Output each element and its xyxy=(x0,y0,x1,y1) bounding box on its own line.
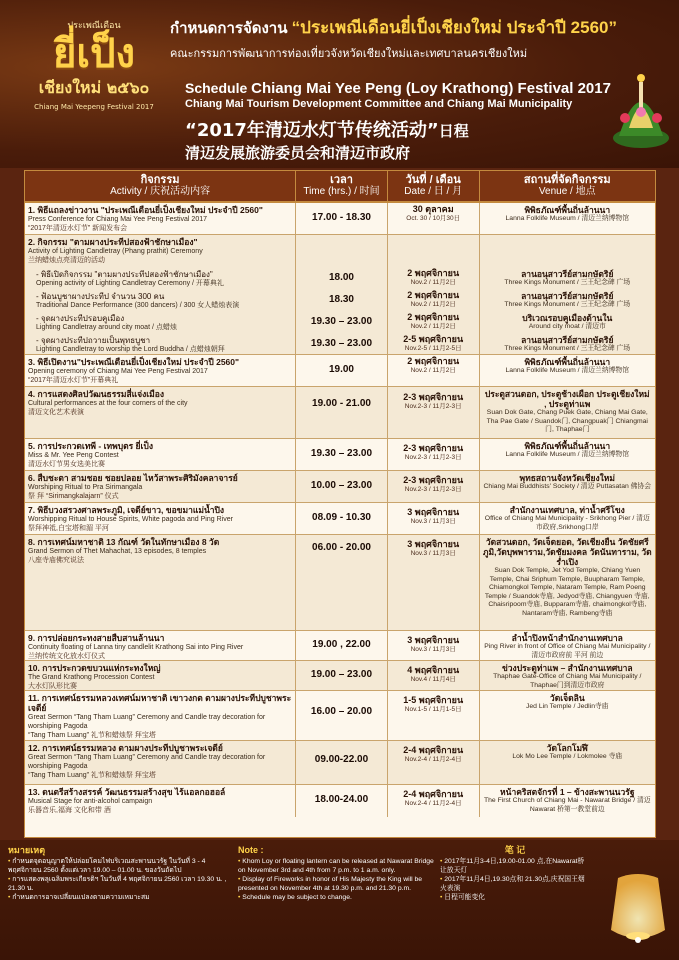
logo-title: ยี่เป็ง xyxy=(52,30,136,77)
date-cell xyxy=(388,267,480,289)
notes-chinese xyxy=(440,846,590,902)
activity-chinese: “2017年清迈水灯节”开幕典礼 xyxy=(28,377,119,384)
english-title xyxy=(185,80,655,97)
venue-cell xyxy=(480,267,655,289)
table-row xyxy=(25,785,655,817)
date-thai: 3 พฤศจิกายน xyxy=(407,635,460,645)
note-item: • 日程可能变化 xyxy=(440,893,590,902)
note-item: • Display of Fireworks in honor of His Majesty the King will be presented on November 4th at 19.30 p.m. and 21.30 p.m. xyxy=(238,875,438,893)
time-cell xyxy=(296,691,388,740)
time-cell xyxy=(296,631,388,660)
row-number: 1. xyxy=(28,205,36,215)
thai-title-prefix: กำหนดการจัดงาน xyxy=(170,20,292,37)
activity-cell xyxy=(25,631,296,660)
sub-activity-title: - ฟ้อนบูชาผางประทีป จำนวน 300 คน xyxy=(36,292,165,301)
activity-english-quote: “Tang Tham Luang” xyxy=(28,772,89,779)
notes-thai-heading: หมายเหตุ xyxy=(8,845,46,855)
date-sub: Nov.2-4 / 11月2-4日 xyxy=(404,756,462,763)
schedule-table xyxy=(24,170,656,838)
row-number: 3. xyxy=(28,357,36,367)
time-value: 06.00 - 20.00 xyxy=(312,542,371,553)
activity-chinese: 祭拜神祗,白宝塔和湄 平河 xyxy=(28,525,109,532)
activity-chinese: 大水灯队形比赛 xyxy=(28,683,77,690)
table-subrow xyxy=(25,267,655,289)
activity-cell xyxy=(25,691,296,740)
time-cell xyxy=(296,311,388,333)
activity-cell xyxy=(25,661,296,690)
venue-sub: Around city moat / 清迈市 xyxy=(528,323,606,330)
date-cell xyxy=(388,503,480,534)
activity-title: การเทศน์ธรรมหลวงเทศน์มหาชาติ เขาวงกต ตามผางประทีปบูชาพระเจดีย์ xyxy=(28,693,292,713)
date-cell xyxy=(388,333,480,354)
venue-sub: Suan Dok Temple, Jet Yod Temple, Chiang Yuen Temple, Chai Sriphum Temple, Buupharam Temple, Chiamongkol Temple, Nataram Temple, Ram Poeng Temple / Suandok寺庙, Jedyod寺庙, Chiangyuen 寺庙, Chaisripoom寺庙, Bupparam寺庙, chaimongkol寺庙, Nantaram寺庙, Rambeng寺庙 xyxy=(484,567,650,617)
venue-sub: Three Kings Monument / 三王纪念碑 广场 xyxy=(504,279,631,286)
date-sub: Nov.2-3 / 11月2-3日 xyxy=(404,486,462,493)
venue-cell xyxy=(480,333,655,354)
date-sub: Nov.2-3 / 11月2-3日 xyxy=(404,454,462,461)
venue-thai: วัดสวนดอก, วัดเจ็ดยอด, วัดเชียงยืน วัดชัยศรีภูมิ,วัดบุพพาราม,วัดชัยมงคล วัดนันทาราม, วัดร่ำเปิง xyxy=(482,537,652,567)
date-cell xyxy=(388,355,480,386)
activity-english: Cultural performances at the four corners of the city xyxy=(28,400,188,407)
activity-cell xyxy=(25,785,296,817)
english-organizer: Chiang Mai Tourism Development Committee and Chiang Mai Municipality xyxy=(185,98,573,110)
date-thai: 30 ตุลาคม xyxy=(412,204,454,214)
venue-thai: วัดโลกโมฬี xyxy=(546,743,588,753)
date-sub: Nov.2 / 11月2日 xyxy=(410,323,456,330)
activity-chinese: 礼节和蜡烛祭 拜宝塔 xyxy=(90,732,156,739)
chinese-organizer: 清迈发展旅游委员会和清迈市政府 xyxy=(185,144,411,162)
activity-cell xyxy=(25,333,296,354)
venue-thai: ประตูสวนดอก, ประตูช้างเผือก ประตูเชียงใหม่ , ประตูท่าแพ xyxy=(484,389,650,409)
date-sub: Nov.3 / 11月3日 xyxy=(410,646,456,653)
time-value: 19.00 xyxy=(328,364,354,375)
activity-title: การเทศน์ธรรมหลวง ตามผางประทีปบูชาพระเจดีย์ xyxy=(42,743,223,753)
sub-activity-english: Lighting Candletray around city moat / 点蜡烛 xyxy=(36,324,177,331)
venue-sub: Lanna Folklife Museum / 清迈兰纳博物馆 xyxy=(505,367,630,374)
sub-activity-title: - พิธีเปิดกิจกรรม "ตามผางประทีปสองฟ้าชักษาเมือง" xyxy=(36,270,213,279)
venue-thai: พุทธสถานจังหวัดเชียงใหม่ xyxy=(519,473,616,483)
activity-cell xyxy=(25,235,296,267)
time-value: 10.00 – 23.00 xyxy=(310,480,373,491)
date-cell xyxy=(388,439,480,470)
activity-english: Great Sermon “Tang Tham Luang” Ceremony and Candle tray decoration for worshiping Pagoda xyxy=(28,714,266,730)
date-sub: Nov.4 / 11月4日 xyxy=(410,676,456,683)
activity-english: Continuity floating of Lanna tiny candlelit Krathong Sai into Ping River xyxy=(28,644,244,651)
activity-title: พิธีเปิดงาน"ประเพณีเดือนยี่เป็งเชียงใหม่ ประจำปี 2560" xyxy=(37,357,240,367)
date-sub: Nov.2 / 11月2日 xyxy=(410,301,456,308)
activity-chinese: 八座寺庙佛究说法 xyxy=(28,557,84,564)
date-cell xyxy=(388,631,480,660)
activity-title: การปล่อยกระทงสายสืบสานล้านนา xyxy=(37,633,165,643)
note-item: • การแสดงพลุเฉลิมพระเกียรติฯ ในวันที่ 4 พฤศจิกายน 2560 เวลา 19.30 น. , 21.30 น. xyxy=(8,875,228,893)
time-cell xyxy=(296,439,388,470)
venue-thai: พิพิธภัณฑ์พื้นถิ่นล้านนา xyxy=(524,357,611,367)
sub-activity-english: Lighting Candletray to worship the Lord Buddha / 点蜡烛朝拜 xyxy=(36,346,225,353)
row-number: 12. xyxy=(28,743,40,753)
time-cell xyxy=(296,503,388,534)
activity-english: Miss & Mr. Yee Peng Contest xyxy=(28,452,119,459)
time-cell xyxy=(296,741,388,784)
table-subrow xyxy=(25,311,655,333)
row-number: 5. xyxy=(28,441,36,451)
time-cell xyxy=(296,267,388,289)
date-thai: 2-3 พฤศจิกายน xyxy=(403,443,464,453)
venue-sub: Lanna Folklife Museum / 清迈兰纳博物馆 xyxy=(505,451,630,458)
chinese-title-suffix: 日程 xyxy=(438,122,469,140)
table-row xyxy=(25,387,655,439)
time-value: 18.00-24.00 xyxy=(314,794,369,805)
date-cell xyxy=(388,311,480,333)
venue-thai: บริเวณรอบคูเมืองด้านใน xyxy=(522,313,613,323)
sub-activity-english: Traditional Dance Performance (300 dancers) / 300 女人蜡烛表演 xyxy=(36,302,240,309)
venue-sub: Thaphae Gate-Office of Chiang Mai Municipality / Thaphae门到清迈市政府 xyxy=(493,673,642,689)
notes-english-heading: Note : xyxy=(238,845,264,855)
venue-sub: Ping River in front of Office of Chiang Mai Municipality / 清迈市政府前 平河 前边 xyxy=(484,643,651,659)
table-row xyxy=(25,203,655,235)
date-sub: Nov.2-4 / 11月2-4日 xyxy=(404,800,462,807)
sub-activity-title: - จุดผางประทีปรอบคูเมือง xyxy=(36,314,125,323)
venue-thai: พิพิธภัณฑ์พื้นถิ่นล้านนา xyxy=(524,205,611,215)
time-value: 19.00 – 23.00 xyxy=(310,669,373,680)
activity-cell xyxy=(25,741,296,784)
time-value: 09.00-22.00 xyxy=(314,754,369,765)
header-venue xyxy=(480,171,655,201)
time-value: 19.00 - 21.00 xyxy=(312,398,371,409)
activity-title: ดนตรีสร้างสรรค์ วัฒนธรรมสร้างสุข ไร้แอลกอฮอล์ xyxy=(42,787,226,797)
activity-chinese: 乐器音乐,福海 文化和带 酒 xyxy=(28,807,111,814)
activity-cell xyxy=(25,203,296,234)
date-cell xyxy=(388,741,480,784)
venue-cell xyxy=(480,503,655,534)
activity-chinese: 兰纳传统文化放水灯仪式 xyxy=(28,653,105,660)
venue-thai: พิพิธภัณฑ์พื้นถิ่นล้านนา xyxy=(524,441,611,451)
activity-chinese: 兰纳蜡烛点亮清迈的活动 xyxy=(28,257,105,264)
time-value: 18.00 xyxy=(328,272,354,283)
activity-title: การเทศน์มหาชาติ 13 กัณฑ์ วัดในทักษาเมือง 8 วัด xyxy=(37,537,220,547)
venue-cell xyxy=(480,439,655,470)
thai-title xyxy=(170,14,670,41)
sky-lantern-icon xyxy=(603,870,673,956)
logo-small-text: ประเพณีเดือน xyxy=(67,21,121,31)
date-sub: Nov.3 / 11月3日 xyxy=(410,518,456,525)
english-title-main: Chiang Mai Yee Peng (Loy Krathong) Festival 2017 xyxy=(251,80,611,97)
venue-thai: ลานอนุสาวรีย์สามกษัตริย์ xyxy=(521,291,614,301)
logo-year: เชียงใหม่ ๒๕๖๐ xyxy=(38,78,150,97)
table-row xyxy=(25,691,655,741)
table-row xyxy=(25,535,655,631)
date-thai: 2 พฤศจิกายน xyxy=(407,356,460,366)
venue-thai: วัดเจ็ดลิน xyxy=(549,693,585,703)
notes-thai xyxy=(8,846,228,902)
activity-english: Worshiping Ritual to Pra Sirimangala xyxy=(28,484,143,491)
venue-sub: Jed Lin Temple / Jedlin寺庙 xyxy=(525,703,609,710)
activity-title: การประกวดเทพี - เทพบุตร ยี่เป็ง xyxy=(37,441,153,451)
table-subrow xyxy=(25,333,655,355)
logo-subtitle: Chiang Mai Yeepeng Festival 2017 xyxy=(34,103,154,111)
table-row xyxy=(25,661,655,691)
date-thai: 2 พฤศจิกายน xyxy=(407,312,460,322)
time-value: 19.00 , 22.00 xyxy=(312,639,371,650)
header-date-th: วันที่ / เดือน xyxy=(405,174,461,186)
table-row xyxy=(25,439,655,471)
chinese-title-main: “2017年清迈水灯节传统活动” xyxy=(185,120,439,141)
venue-cell xyxy=(480,741,655,784)
date-thai: 3 พฤศจิกายน xyxy=(407,507,460,517)
venue-cell xyxy=(480,387,655,438)
row-number: 13. xyxy=(28,787,40,797)
date-thai: 2 พฤศจิกายน xyxy=(407,290,460,300)
time-cell xyxy=(296,535,388,630)
activity-english: Opening ceremony of Chiang Mai Yee Peng Festival 2017 xyxy=(28,368,208,375)
activity-english: Grand Sermon of Thet Mahachat, 13 episodes, 8 temples xyxy=(28,548,207,555)
activity-title: พิธีบวงสรวงศาลพระภูมิ, เจดีย์ขาว, ขอขมาแม่น้ำปิง xyxy=(37,505,225,515)
venue-thai: ลำน้ำปิงหน้าสำนักงานเทศบาล xyxy=(511,633,623,643)
chinese-title xyxy=(185,116,655,142)
venue-sub: Three Kings Monument / 三王纪念碑 广场 xyxy=(504,345,631,352)
activity-title: พิธีแถลงข่าวงาน "ประเพณีเดือนยี่เป็งเชียงใหม่ ประจำปี 2560" xyxy=(37,205,263,215)
note-item: • กำหนดจุดอนุญาตให้ปล่อยโคมไฟบริเวณสะพานนวรัฐ ในวันที่ 3 - 4 พฤศจิกายน 2560 ตั้งแต่เวลา 19.00 – 01.00 น. ของวันถัดไป xyxy=(8,857,228,875)
sub-activity-title: - จุดผางประทีปถวายเป็นพุทธบูชา xyxy=(36,336,151,345)
sub-activity-english: Opening activity of Lighting Candletray Ceremony / 开幕典礼 xyxy=(36,280,224,287)
venue-sub: The First Church of Chiang Mai - Nawarat Bridge / 清迈 Nawarat 桥第一教堂前边 xyxy=(483,797,651,813)
row-number: 8. xyxy=(28,537,36,547)
row-number: 2. xyxy=(28,237,36,247)
header-time-th: เวลา xyxy=(330,174,353,186)
table-header xyxy=(25,171,655,203)
activity-title: การประกวดขบวนแห่กระทงใหญ่ xyxy=(42,663,161,673)
date-cell xyxy=(388,691,480,740)
date-sub: Nov.3 / 11月3日 xyxy=(410,550,456,557)
date-thai: 2-3 พฤศจิกายน xyxy=(403,475,464,485)
activity-title: สืบชะตา สามชอย ชอยปลอย ไหว้สาพระศิริมังคลาจารย์ xyxy=(37,473,238,483)
venue-cell xyxy=(480,471,655,502)
time-cell xyxy=(296,471,388,502)
date-thai: 3 พฤศจิกายน xyxy=(407,539,460,549)
note-item: • Schedule may be subject to change. xyxy=(238,893,438,902)
time-cell xyxy=(296,355,388,386)
activity-title: การแสดงศิลปวัฒนธรรมสี่แจ่งเมือง xyxy=(37,389,165,399)
date-thai: 2-5 พฤศจิกายน xyxy=(403,334,464,344)
venue-cell xyxy=(480,289,655,311)
date-cell xyxy=(388,235,480,267)
activity-cell xyxy=(25,439,296,470)
row-number: 10. xyxy=(28,663,40,673)
date-thai: 2 พฤศจิกายน xyxy=(407,268,460,278)
date-thai: 4 พฤศจิกายน xyxy=(407,665,460,675)
time-cell xyxy=(296,387,388,438)
time-value: 18.30 xyxy=(328,294,354,305)
activity-chinese: “2017年清迈水灯节” 新闻发布会 xyxy=(28,225,128,232)
venue-sub: Three Kings Monument / 三王纪念碑 广场 xyxy=(504,301,631,308)
date-thai: 2-4 พฤศจิกายน xyxy=(403,745,464,755)
date-cell xyxy=(388,471,480,502)
venue-thai: ลานอนุสาวรีย์สามกษัตริย์ xyxy=(521,269,614,279)
header-activity-th: กิจกรรม xyxy=(140,174,180,186)
time-value: 19.30 – 23.00 xyxy=(310,448,373,459)
thai-title-highlight: “ประเพณีเดือนยี่เป็งเชียงใหม่ ประจำปี 2560” xyxy=(291,18,617,37)
venue-thai: สำนักงานเทศบาล, ท่าน้ำศรีโขง xyxy=(509,505,625,515)
date-cell xyxy=(388,535,480,630)
row-number: 11. xyxy=(28,693,40,703)
activity-cell xyxy=(25,471,296,502)
time-value: 19.30 – 23.00 xyxy=(310,316,373,327)
time-cell xyxy=(296,785,388,817)
date-cell xyxy=(388,289,480,311)
activity-chinese: 祭 拜 “Sirimangkalajarn” 仪式 xyxy=(28,493,119,500)
time-cell xyxy=(296,289,388,311)
date-sub: Nov.2 / 11月2日 xyxy=(410,367,456,374)
venue-cell xyxy=(480,661,655,690)
time-value: 19.30 – 23.00 xyxy=(310,338,373,349)
time-cell xyxy=(296,333,388,354)
english-title-prefix: Schedule xyxy=(185,80,252,96)
note-item: • Khom Loy or floating lantern can be released at Nawarat Bridge on November 3rd and 4th from 7 p.m. to 1 a.m. only. xyxy=(238,857,438,875)
activity-english: Great Sermon “Tang Tham Luang” Ceremony and Candle tray decoration for worshiping Pagoda xyxy=(28,754,266,770)
activity-english: Musical Stage for anti-alcohol campaign xyxy=(28,798,153,805)
activity-english: Worshipping Ritual to House Spirits, White pagoda and Ping River xyxy=(28,516,233,523)
table-row xyxy=(25,471,655,503)
date-cell xyxy=(388,387,480,438)
time-cell xyxy=(296,661,388,690)
header-activity-sub: Activity / 庆祝活动内容 xyxy=(110,186,211,197)
date-cell xyxy=(388,785,480,817)
venue-sub: Lok Mo Lee Temple / Lokmolee 寺庙 xyxy=(512,753,623,760)
header-date xyxy=(388,171,480,201)
date-sub: Nov.2-3 / 11月2-3日 xyxy=(404,403,462,410)
activity-english: The Grand Krathong Procession Contest xyxy=(28,674,155,681)
time-value: 16.00 – 20.00 xyxy=(310,706,373,717)
venue-cell xyxy=(480,535,655,630)
table-row xyxy=(25,355,655,387)
row-number: 4. xyxy=(28,389,36,399)
venue-cell xyxy=(480,311,655,333)
venue-thai: ลานอนุสาวรีย์สามกษัตริย์ xyxy=(521,335,614,345)
activity-cell xyxy=(25,387,296,438)
table-row xyxy=(25,741,655,785)
activity-english-quote: “Tang Tham Luang” xyxy=(28,732,89,739)
notes-footer xyxy=(0,840,679,960)
row-number: 7. xyxy=(28,505,36,515)
header-time xyxy=(296,171,388,201)
date-sub: Nov.2 / 11月2日 xyxy=(410,279,456,286)
date-sub: Oct. 30 / 10月30日 xyxy=(406,215,461,222)
activity-chinese: 清迈文化艺术表演 xyxy=(28,409,84,416)
note-item: • 2017年11月4日,19.30点和 21.30点,庆祝国王烟火表演 xyxy=(440,875,590,893)
table-row xyxy=(25,503,655,535)
header-venue-th: สถานที่จัดกิจกรรม xyxy=(523,174,611,186)
date-cell xyxy=(388,203,480,234)
activity-cell xyxy=(25,289,296,311)
activity-chinese: 清迈水灯节男女选美比赛 xyxy=(28,461,105,468)
row-number: 9. xyxy=(28,633,36,643)
venue-sub: Chiang Mai Buddhists' Society / 清迈 Puttasatan 佛协会 xyxy=(483,483,652,490)
activity-cell xyxy=(25,267,296,289)
venue-cell xyxy=(480,203,655,234)
activity-english: Activity of Lighting Candletray (Phang prathit) Ceremony xyxy=(28,248,203,255)
activity-title: กิจกรรม "ตามผางประทีปสองฟ้าชักษาเมือง" xyxy=(37,237,198,247)
venue-thai: หน้าคริสตจักรที่ 1 – ข้างสะพานนวรัฐ xyxy=(500,787,635,797)
header-activity xyxy=(25,171,296,201)
header-date-sub: Date / 日 / 月 xyxy=(404,186,463,197)
row-number: 6. xyxy=(28,473,36,483)
venue-cell xyxy=(480,785,655,817)
date-thai: 2-4 พฤศจิกายน xyxy=(403,789,464,799)
header-banner xyxy=(0,0,679,168)
time-value: 08.09 - 10.30 xyxy=(312,512,371,523)
time-value: 17.00 - 18.30 xyxy=(312,212,371,223)
venue-sub: Suan Dok Gate, Chang Puek Gate, Chiang Mai Gate, Tha Pae Gate / Suandok门, Changpuak门 Chiangmai门, Thaphae门 xyxy=(486,409,648,433)
table-row xyxy=(25,631,655,661)
activity-chinese: 礼节和蜡烛祭 拜宝塔 xyxy=(90,772,156,779)
activity-cell xyxy=(25,503,296,534)
venue-thai: ข่วงประตูท่าแพ – สำนักงานเทศบาล xyxy=(501,663,633,673)
notes-english xyxy=(238,846,438,902)
notes-chinese-heading: 笔 记 xyxy=(504,845,526,855)
activity-cell xyxy=(25,355,296,386)
venue-sub: Office of Chiang Mai Municipality - Srikhong Pier / 清迈市政府,Srikhong口岸 xyxy=(484,515,650,531)
table-row xyxy=(25,235,655,267)
activity-cell xyxy=(25,311,296,333)
activity-cell xyxy=(25,535,296,630)
venue-cell xyxy=(480,355,655,386)
note-item: • กำหนดการอาจเปลี่ยนแปลงตามความเหมาะสม xyxy=(8,893,228,902)
venue-cell xyxy=(480,691,655,740)
header-time-sub: Time (hrs.) / 时间 xyxy=(303,186,380,197)
date-thai: 1-5 พฤศจิกายน xyxy=(403,695,464,705)
venue-cell xyxy=(480,631,655,660)
activity-english: Press Conference for Chiang Mai Yee Peng Festival 2017 xyxy=(28,216,207,223)
thai-organizer: คณะกรรมการพัฒนาการท่องเที่ยวจังหวัดเชียงใหม่และเทศบาลนครเชียงใหม่ xyxy=(170,48,528,60)
time-cell xyxy=(296,203,388,234)
date-sub: Nov.2-5 / 11月2-5日 xyxy=(404,345,462,352)
table-subrow xyxy=(25,289,655,311)
festival-logo xyxy=(14,18,174,138)
note-item: • 2017年11月3-4日,19.00-01.00 点,在Nawarat桥让放天灯 xyxy=(440,857,590,875)
date-cell xyxy=(388,661,480,690)
venue-sub: Lanna Folklife Museum / 清迈兰纳博物馆 xyxy=(505,215,630,222)
date-thai: 2-3 พฤศจิกายน xyxy=(403,392,464,402)
date-sub: Nov.1-5 / 11月1-5日 xyxy=(404,706,462,713)
header-venue-sub: Venue / 地点 xyxy=(538,186,596,197)
venue-cell xyxy=(480,235,655,267)
time-cell xyxy=(296,235,388,267)
